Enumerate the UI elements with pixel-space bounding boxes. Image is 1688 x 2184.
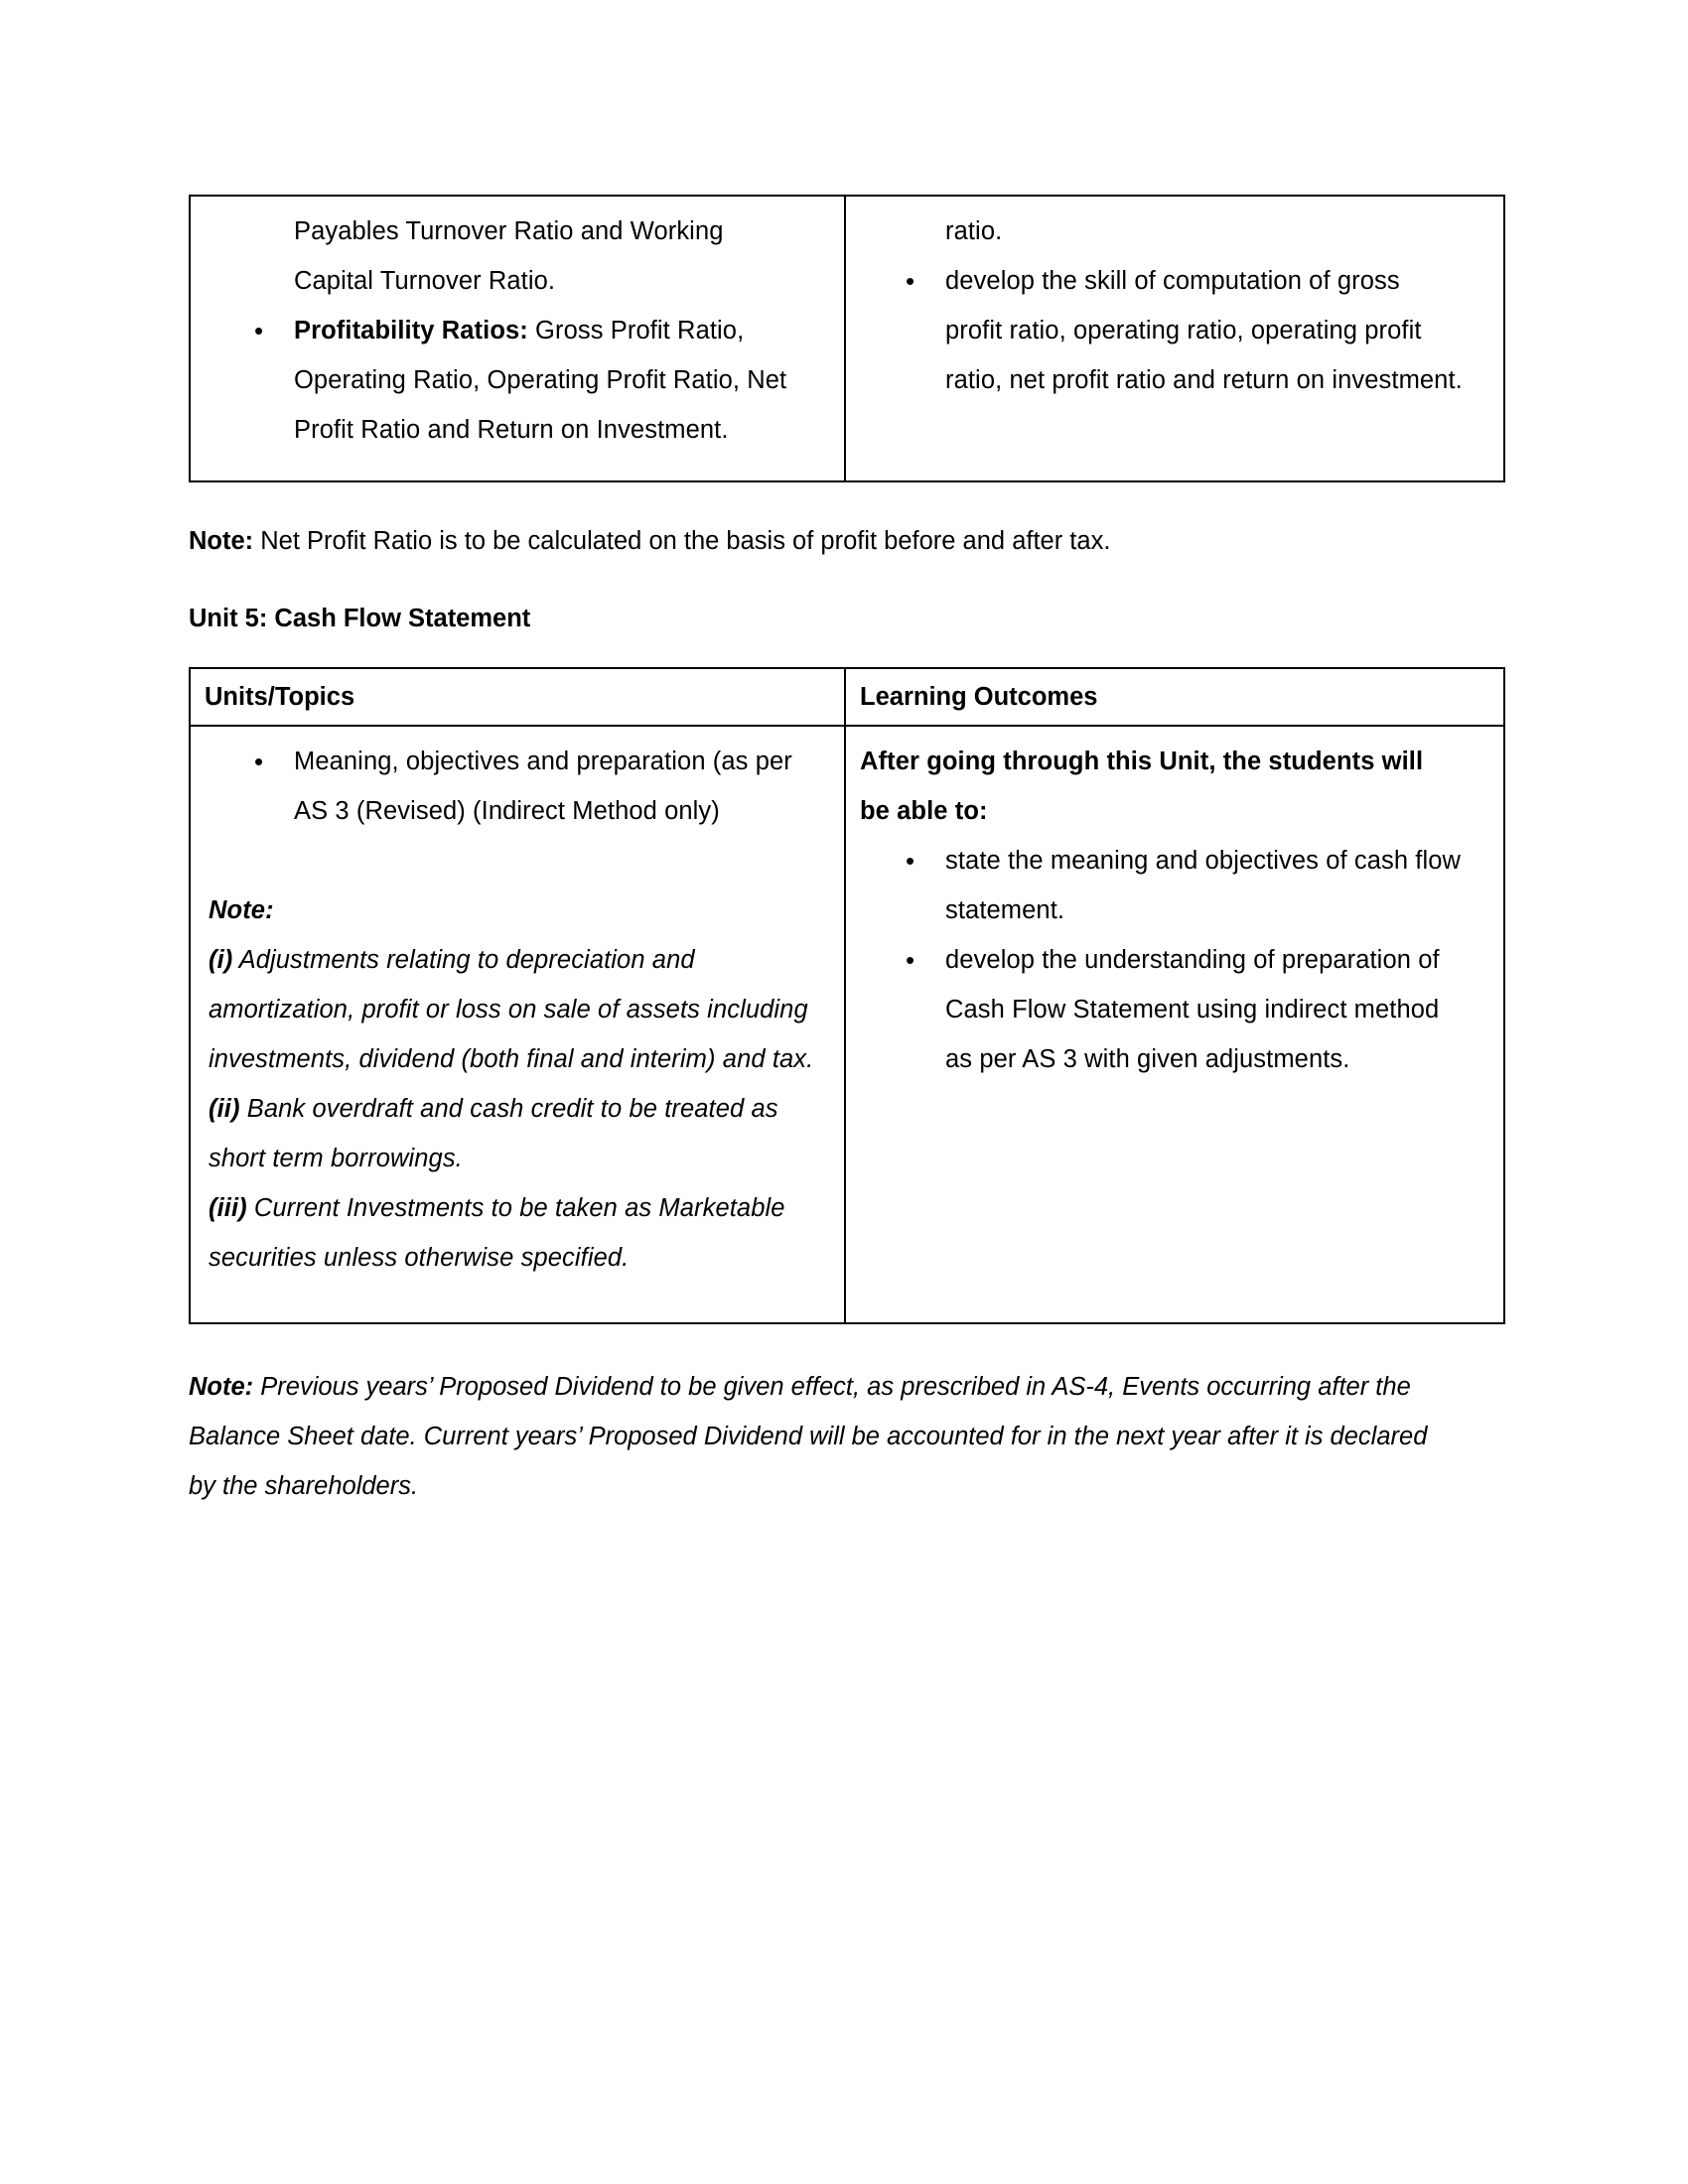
cashflow-outcome-2-line-3: as per AS 3 with given adjustments.: [945, 1045, 1350, 1073]
cashflow-units-topics-cell: [190, 726, 845, 1323]
cashflow-note-item-iii: [209, 1183, 826, 1283]
ratios-learning-outcomes-cell: [845, 196, 1504, 481]
ratios-units-topics-cell: [190, 196, 845, 481]
cashflow-outcome-bullet-list: [860, 836, 1487, 1084]
note-dividend-line-3: by the shareholders.: [189, 1472, 419, 1500]
table-header-row: [190, 668, 1504, 726]
cashflow-note-iii-text-1: Current Investments to be taken as Marketable: [246, 1194, 785, 1222]
document-content: [189, 195, 1499, 1511]
cashflow-note-i-text-1: Adjustments relating to depreciation and: [232, 946, 695, 974]
cashflow-topic-line-2: AS 3 (Revised) (Indirect Method only): [294, 797, 720, 825]
cashflow-outcome-intro-line-2: be able to:: [860, 797, 988, 825]
cashflow-note-i-marker: (i): [209, 946, 233, 974]
header-units-topics-label: Units/Topics: [205, 683, 355, 711]
note-dividend-label: Note:: [189, 1373, 254, 1401]
profitability-ratios-line-3: Profit Ratio and Return on Investment.: [294, 416, 729, 444]
cashflow-note-ii-line-1: [209, 1084, 826, 1134]
note-dividend-line-1: [189, 1362, 1499, 1412]
cashflow-note-i-line-2: amortization, profit or loss on sale of assets including: [209, 996, 808, 1024]
ratios-outcome-continued-line: ratio.: [945, 217, 1003, 245]
cashflow-note-iii-line-2: securities unless otherwise specified.: [209, 1244, 630, 1272]
cashflow-note-label: Note:: [209, 896, 274, 924]
profitability-ratios-line-2: Operating Ratio, Operating Profit Ratio, Net: [294, 366, 787, 394]
note-proposed-dividend: [189, 1362, 1499, 1511]
list-item: [860, 935, 1487, 1084]
profitability-ratios-label: Profitability Ratios:: [294, 317, 528, 344]
cashflow-topic-bullet-list: [209, 737, 826, 836]
header-learning-outcomes: [845, 668, 1504, 726]
ratios-continued-line-2: Capital Turnover Ratio.: [294, 267, 556, 295]
cashflow-outcome-2-line-1: • develop the understanding of preparation of: [945, 946, 1440, 974]
ratios-bullet-list: [209, 306, 826, 455]
cashflow-note-ii-line-2: short term borrowings.: [209, 1145, 463, 1172]
cashflow-outcome-intro-line-1: After going through this Unit, the students will: [860, 748, 1424, 775]
note-text: Net Profit Ratio is to be calculated on the basis of profit before and after tax.: [253, 527, 1111, 555]
cashflow-learning-outcomes-cell: [845, 726, 1504, 1323]
note-dividend-text-1: Previous years’ Proposed Dividend to be given effect, as prescribed in AS-4, Events occurring after the: [253, 1373, 1411, 1401]
header-units-topics: [190, 668, 845, 726]
spacer: [189, 637, 1499, 667]
unit-5-heading: Unit 5: Cash Flow Statement: [189, 605, 531, 632]
note-label: Note:: [189, 527, 254, 555]
note-net-profit-ratio: [189, 516, 1499, 566]
note-dividend-line-2: Balance Sheet date. Current years’ Proposed Dividend will be accounted for in the next year after it is declared: [189, 1423, 1428, 1450]
ratios-outcome-line-1: • develop the skill of computation of gross: [945, 267, 1400, 295]
ratios-table: [189, 195, 1505, 482]
spacer: [209, 836, 826, 886]
list-item: [860, 256, 1487, 405]
ratios-outcome-line-3: ratio, net profit ratio and return on investment.: [945, 366, 1463, 394]
cashflow-note-ii-marker: (ii): [209, 1095, 240, 1123]
cashflow-note-iii-line-1: [209, 1183, 826, 1233]
profitability-ratios-rest: Gross Profit Ratio,: [527, 317, 745, 344]
cashflow-note-item-i: [209, 935, 826, 1084]
profitability-ratios-line-1: [294, 306, 826, 355]
cash-flow-table: [189, 667, 1505, 1324]
header-learning-outcomes-label: Learning Outcomes: [860, 683, 1098, 711]
cashflow-outcome-2-line-2: Cash Flow Statement using indirect method: [945, 996, 1440, 1024]
cashflow-note-iii-marker: (iii): [209, 1194, 247, 1222]
cashflow-note-ii-text-1: Bank overdraft and cash credit to be treated as: [239, 1095, 778, 1123]
list-item: [209, 306, 826, 455]
cashflow-outcome-1-line-2: statement.: [945, 896, 1065, 924]
cashflow-note-i-line-1: [209, 935, 826, 985]
list-item: [209, 737, 826, 836]
cashflow-topic-line-1: • Meaning, objectives and preparation (as per: [294, 748, 792, 775]
table-row: [190, 726, 1504, 1323]
ratios-continued-line-1: Payables Turnover Ratio and Working: [294, 217, 724, 245]
ratios-outcome-line-2: profit ratio, operating ratio, operating profit: [945, 317, 1422, 344]
cashflow-note-i-line-3: investments, dividend (both final and interim) and tax.: [209, 1045, 814, 1073]
table-row: [190, 196, 1504, 481]
list-item: [860, 836, 1487, 935]
cashflow-outcome-1-line-1: • state the meaning and objectives of cash flow: [945, 847, 1462, 875]
ratios-outcome-bullet-list: [860, 256, 1487, 405]
cashflow-note-item-ii: [209, 1084, 826, 1183]
